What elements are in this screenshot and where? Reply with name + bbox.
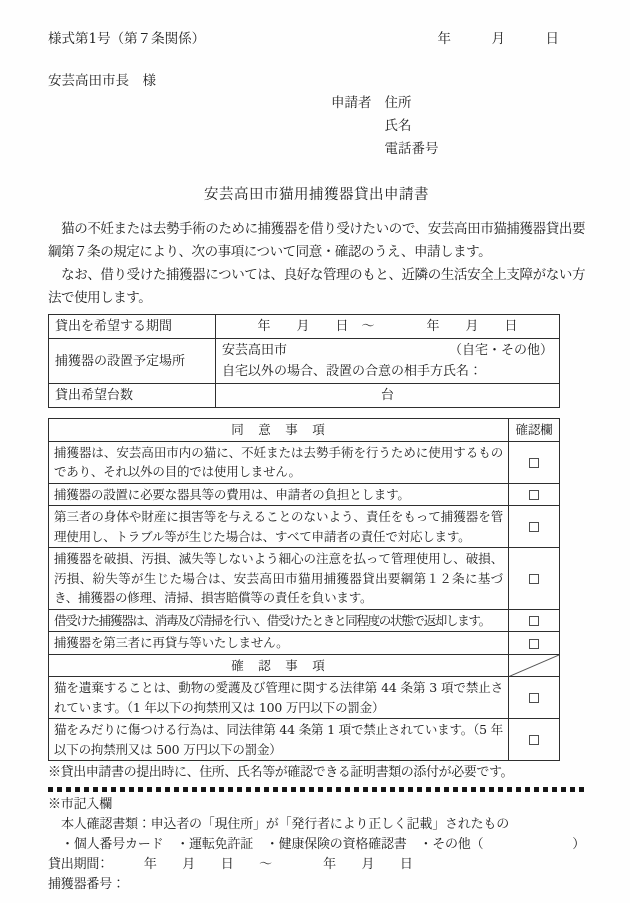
intro-paragraph-1: 猫の不妊または去勢手術のために捕獲器を借り受けたいので、安芸高田市猫捕獲器貸出要綱第７条の規定により、次の事項について同意・確認のうえ、申請します。	[48, 221, 585, 260]
form-header-row	[48, 30, 585, 48]
request-table	[48, 314, 560, 408]
applicant-block	[331, 92, 585, 161]
table-row	[49, 315, 560, 339]
form-number: 様式第1号（第７条関係）	[48, 31, 206, 47]
table-row	[49, 632, 560, 655]
checkbox[interactable]	[529, 490, 539, 500]
location-city: 安芸高田市	[222, 343, 288, 358]
count-value: 台	[216, 384, 560, 408]
agreement-checkbox-cell	[509, 609, 560, 632]
table-row	[49, 609, 560, 632]
location-note: 自宅以外の場合、設置の合意の相手方氏名：	[222, 364, 483, 379]
confirm-header: 確 認 事 項	[49, 654, 509, 677]
id-docs-options: ・個人番号カード ・運転免許証 ・健康保険の資格確認書 ・その他（	[61, 837, 484, 852]
location-label: 捕獲器の設置予定場所	[49, 339, 216, 384]
applicant-address-label: 住所	[384, 95, 412, 111]
id-docs-options-row	[48, 835, 585, 855]
agreement-item-text: 捕獲器は、安芸高田市内の猫に、不妊または去勢手術を行うために使用するものであり、それ以外の目的では使用しません。	[49, 441, 509, 483]
diagonal-line-cell	[509, 654, 560, 677]
agreement-item-text: 捕獲器を第三者に再貸与等いたしません。	[49, 632, 509, 655]
location-value-cell	[216, 339, 560, 384]
checkbox[interactable]	[529, 522, 539, 532]
count-label: 貸出希望台数	[49, 384, 216, 408]
id-docs-close-paren: ）	[572, 837, 585, 852]
applicant-label: 申請者	[331, 95, 372, 111]
diagonal-line-icon	[509, 655, 559, 677]
agreement-item-text: 借受けた捕獲器は、消毒及び清掃を行い、借受けたときと同程度の状態で返却します。	[49, 609, 509, 632]
dotted-separator	[48, 787, 585, 792]
confirm-item-text: 猫を遺棄することは、動物の愛護及び管理に関する法律第 44 条第 3 項で禁止されています。（1 年以下の拘禁刑又は 100 万円以下の罰金）	[49, 677, 509, 719]
checkbox[interactable]	[529, 693, 539, 703]
city-section-label: ※市記入欄	[48, 797, 113, 812]
lending-period-line: 貸出期間： 年 月 日 ～ 年 月 日	[48, 857, 413, 872]
addressee: 安芸高田市長 様	[48, 73, 156, 89]
confirm-checkbox-cell	[509, 719, 560, 761]
table-row	[49, 441, 560, 483]
agreement-header: 同 意 事 項	[49, 419, 509, 442]
period-value: 年 月 日 ～ 年 月 日	[216, 315, 560, 339]
table-row	[49, 483, 560, 506]
table-row	[49, 548, 560, 610]
agreement-checkbox-cell	[509, 506, 560, 548]
checkbox[interactable]	[529, 639, 539, 649]
check-column-header: 確認欄	[509, 419, 560, 442]
table-row	[49, 677, 560, 719]
checkbox[interactable]	[529, 458, 539, 468]
confirm-checkbox-cell	[509, 677, 560, 719]
applicant-name-label: 氏名	[384, 118, 412, 134]
agreement-item-text: 捕獲器を破損、汚損、滅失等しないよう細心の注意を払って管理使用し、破損、汚損、紛失等が生じた場合は、安芸高田市猫用捕獲器貸出要綱第１２条に基づき、捕獲器の修理、清掃、損害賠償等の責任を負います。	[49, 548, 509, 610]
agreement-checkbox-cell	[509, 483, 560, 506]
agreement-item-text: 捕獲器の設置に必要な器具等の費用は、申請者の負担とします。	[49, 483, 509, 506]
table-row	[49, 719, 560, 761]
confirm-item-text: 猫をみだりに傷つける行為は、同法律第 44 条第 1 項で禁止されています。（5 年以下の拘禁刑又は 500 万円以下の罰金）	[49, 719, 509, 761]
applicant-phone-label: 電話番号	[384, 141, 439, 157]
agreement-checkbox-cell	[509, 548, 560, 610]
applicant-fields	[385, 92, 439, 161]
period-label: 貸出を希望する期間	[49, 315, 216, 339]
agreement-item-text: 第三者の身体や財産に損害等を与えることのないよう、責任をもって捕獲器を管理使用し、トラブル等が生じた場合は、すべて申請者の責任で対応します。	[49, 506, 509, 548]
agreement-table	[48, 418, 560, 761]
table-row	[49, 654, 560, 677]
id-docs-line: 本人確認書類：申込者の「現住所」が「発行者により正しく記載」されたもの	[61, 817, 510, 832]
table-row	[49, 419, 560, 442]
checkbox[interactable]	[529, 616, 539, 626]
location-options: （自宅・その他）	[448, 343, 553, 358]
table-row	[49, 339, 560, 384]
date-line: 年 月 日	[437, 31, 559, 47]
trap-number-line: 捕獲器番号：	[48, 877, 125, 892]
table-row	[49, 506, 560, 548]
attachment-note: ※貸出申請書の提出時に、住所、氏名等が確認できる証明書類の添付が必要です。	[48, 765, 514, 780]
agreement-checkbox-cell	[509, 632, 560, 655]
page-title: 安芸高田市猫用捕獲器貸出申請書	[204, 187, 429, 203]
checkbox[interactable]	[529, 735, 539, 745]
intro-paragraph-2: なお、借り受けた捕獲器については、良好な管理のもと、近隣の生活安全上支障がない方法で使用します。	[48, 267, 585, 306]
table-row	[49, 384, 560, 408]
agreement-checkbox-cell	[509, 441, 560, 483]
checkbox[interactable]	[529, 574, 539, 584]
